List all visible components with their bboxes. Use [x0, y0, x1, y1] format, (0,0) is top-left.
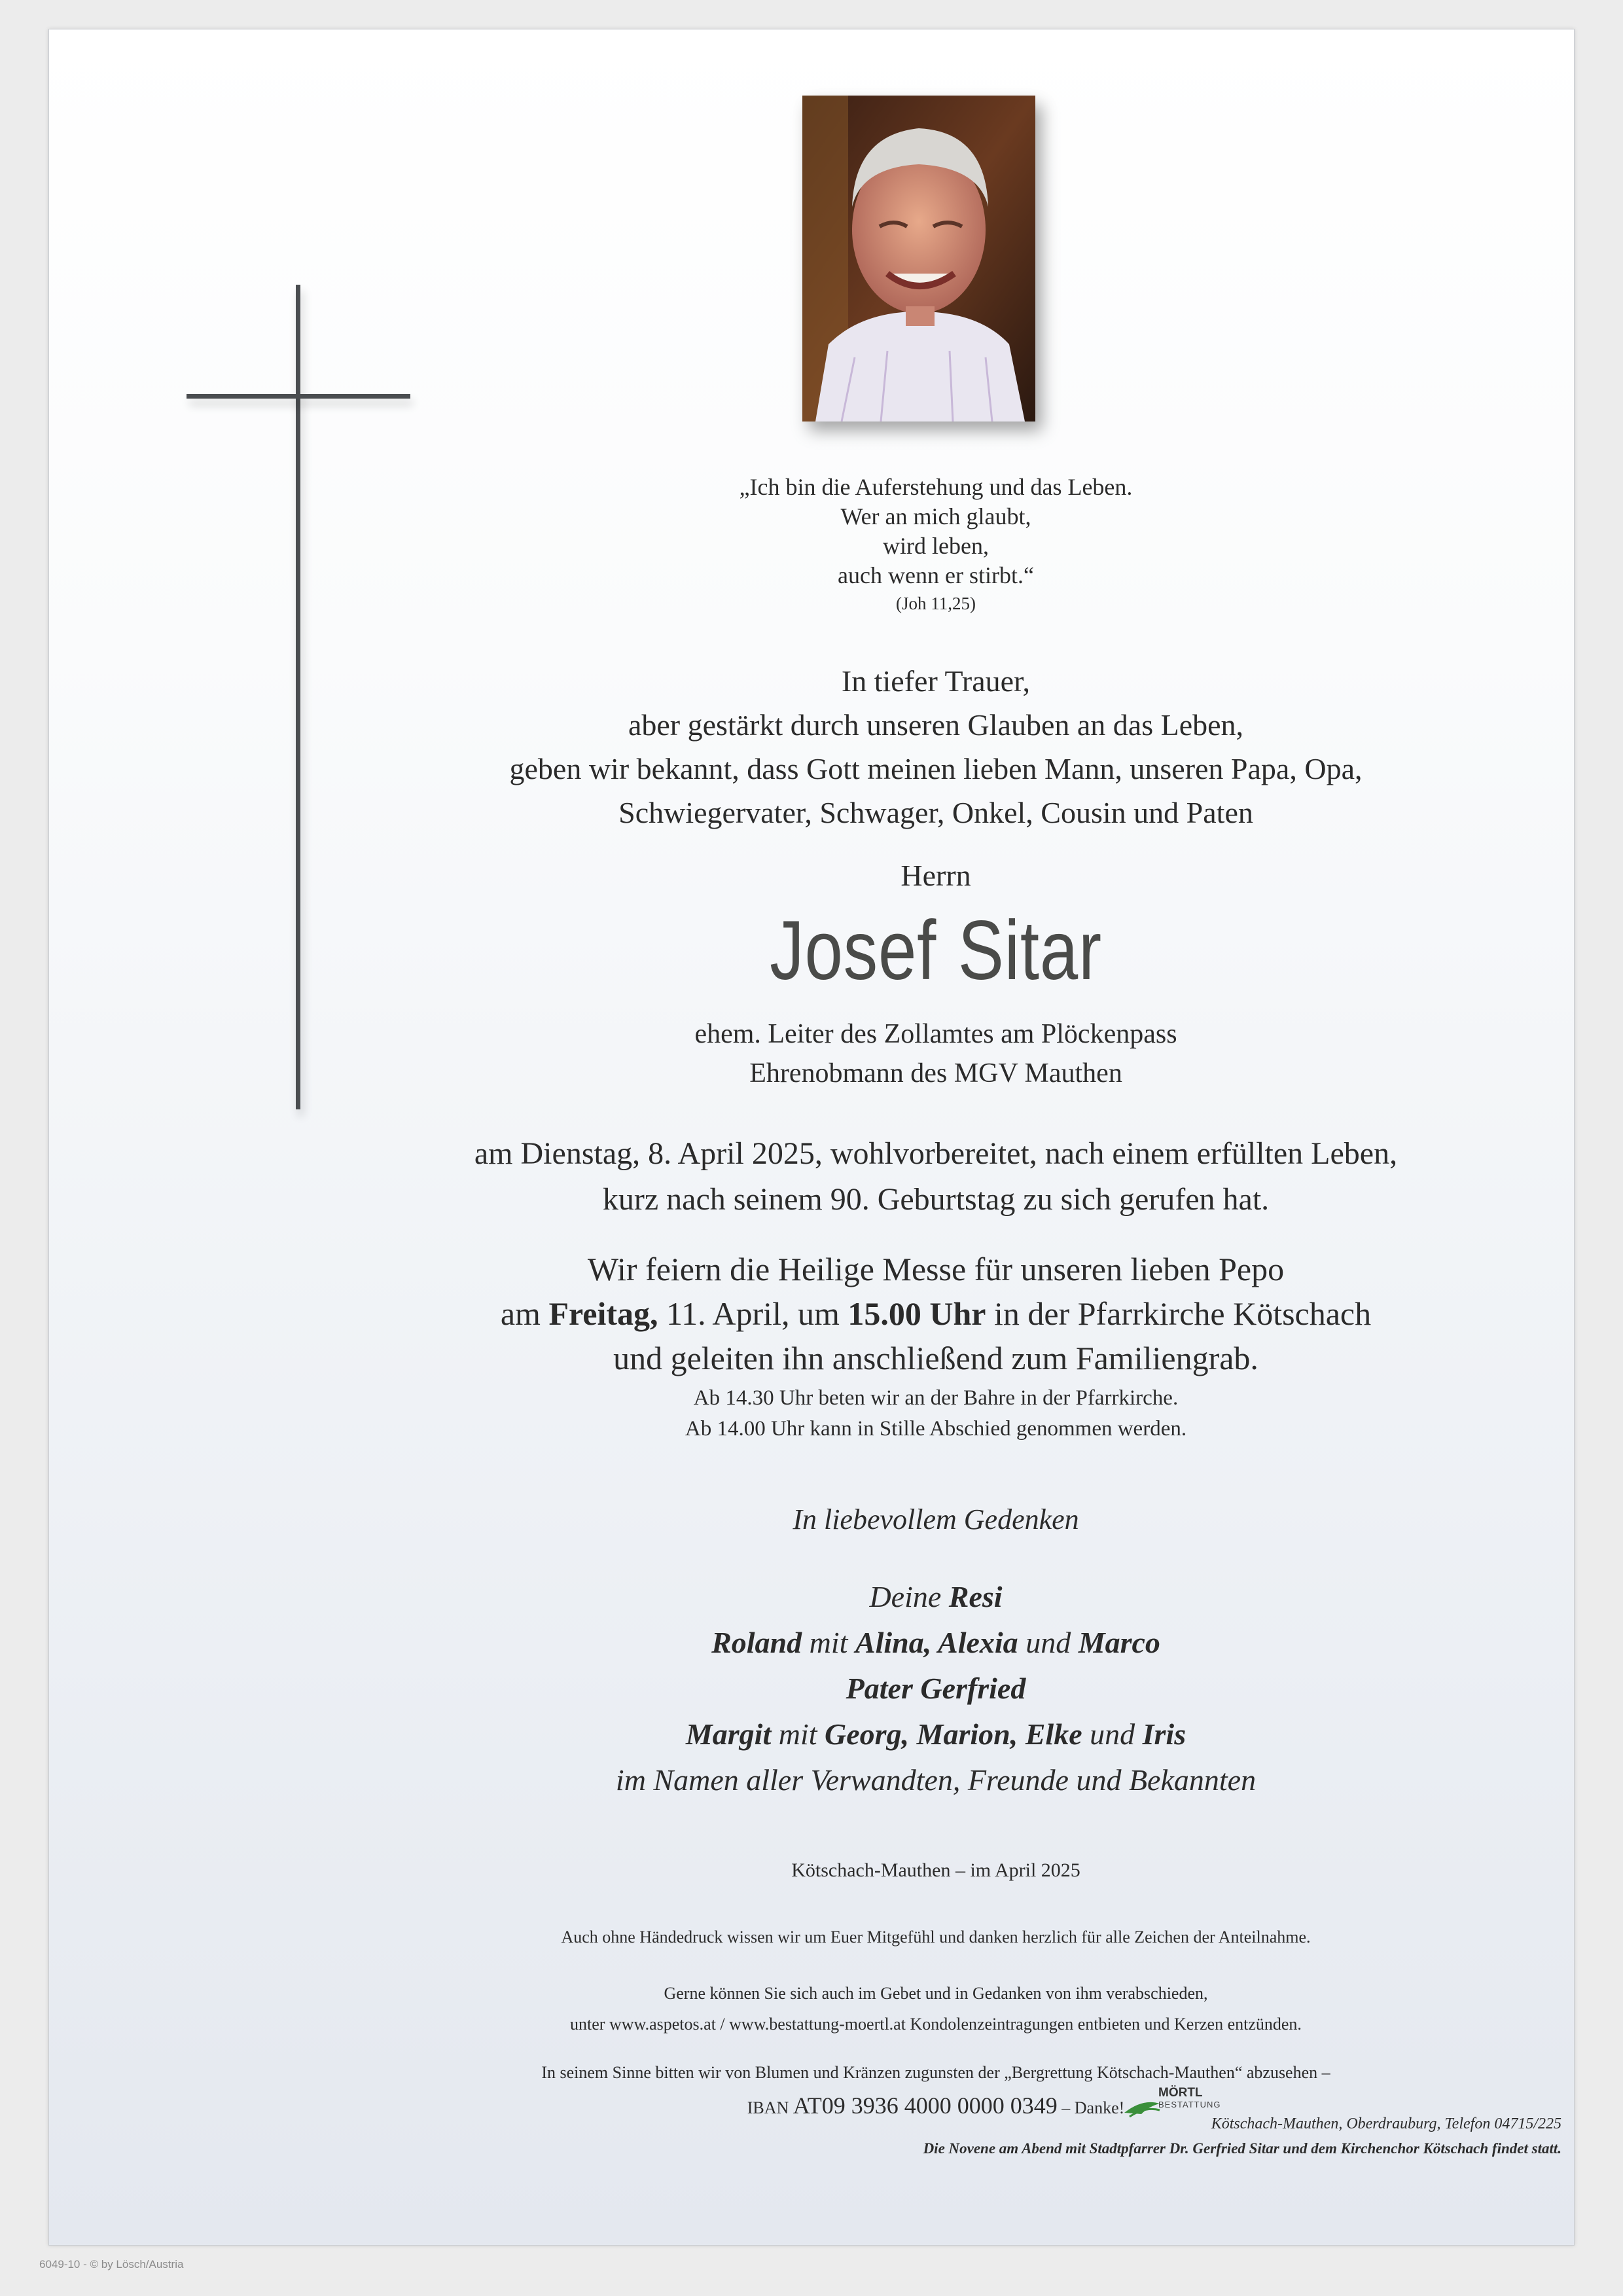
- mourner-line: Margit mit Georg, Marion, Elke und Iris: [685, 1717, 1186, 1751]
- quote-line: Wer an mich glaubt,: [840, 503, 1031, 529]
- service-line: Wir feiern die Heilige Messe für unseren lieben Pepo: [587, 1251, 1285, 1287]
- death-line: kurz nach seinem 90. Geburtstag zu sich gerufen hat.: [602, 1182, 1270, 1217]
- service-details: [314, 1247, 1558, 1380]
- mourner-line: Deine Resi: [869, 1580, 1003, 1613]
- iban-value: AT09 3936 4000 0000 0349: [793, 2092, 1058, 2119]
- service-line: und geleiten ihn anschließend zum Familiengrab.: [613, 1340, 1258, 1376]
- last-name: Sitar: [957, 904, 1102, 997]
- announcement-line: Schwiegervater, Schwager, Onkel, Cousin und Paten: [618, 796, 1253, 829]
- quote-line: wird leben,: [883, 533, 989, 559]
- first-name: Josef: [770, 904, 937, 997]
- service-note: Ab 14.30 Uhr beten wir an der Bahre in der Pfarrkirche.: [693, 1386, 1179, 1410]
- portrait-photo: [802, 96, 1035, 422]
- announcement-text: [314, 659, 1558, 834]
- title-line: Ehrenobmann des MGV Mauthen: [749, 1058, 1122, 1088]
- print-mark: 6049-10 - © by Lösch/Austria: [39, 2258, 184, 2270]
- bible-quote: [314, 473, 1558, 617]
- online-line: unter www.aspetos.at / www.bestattung-moertl.at Kondolenzeintragungen entbieten und Kerzen entzünden.: [570, 2015, 1302, 2034]
- cross-horizontal-beam: [187, 394, 410, 399]
- logo-name: MÖRTL: [1158, 2086, 1203, 2100]
- service-day: Freitag,: [548, 1295, 658, 1332]
- cross-vertical-beam: [296, 285, 300, 1109]
- quote-line: auch wenn er stirbt.“: [838, 562, 1034, 588]
- mourner-line: Pater Gerfried: [846, 1672, 1026, 1705]
- deceased-name: [426, 902, 1446, 1000]
- online-line: Gerne können Sie sich auch im Gebet und in Gedanken von ihm verabschieden,: [664, 1984, 1208, 2003]
- service-notes: [314, 1383, 1558, 1444]
- title-line: ehem. Leiter des Zollamtes am Plöckenpass: [694, 1019, 1177, 1049]
- iban-line: IBAN AT09 3936 4000 0000 0349 – Danke!: [747, 2092, 1125, 2119]
- mourners-heading: In liebevollem Gedenken: [793, 1503, 1079, 1535]
- online-condolence-text: [314, 1978, 1558, 2039]
- salutation: Herrn: [901, 859, 971, 892]
- death-notice: [314, 1131, 1558, 1223]
- service-note: Ab 14.00 Uhr kann in Stille Abschied genommen werden.: [685, 1417, 1187, 1441]
- logo-subtitle: BESTATTUNG: [1158, 2100, 1221, 2109]
- quote-line: „Ich bin die Auferstehung und das Leben.: [739, 474, 1133, 500]
- mourner-line: Roland mit Alina, Alexia und Marco: [711, 1626, 1160, 1659]
- donation-line: In seinem Sinne bitten wir von Blumen und Kränzen zugunsten der „Bergrettung Kötschach-Mauthen“ abzusehen –: [541, 2063, 1330, 2082]
- announcement-line: aber gestärkt durch unseren Glauben an das Leben,: [628, 708, 1244, 742]
- announcement-line: geben wir bekannt, dass Gott meinen lieben Mann, unseren Papa, Opa,: [509, 752, 1363, 785]
- death-line: am Dienstag, 8. April 2025, wohlvorbereitet, nach einem erfüllten Leben,: [474, 1136, 1398, 1171]
- announcement-line: In tiefer Trauer,: [841, 664, 1031, 698]
- quote-reference: (Joh 11,25): [896, 594, 976, 613]
- funeral-home-address: Kötschach-Mauthen, Oberdrauburg, Telefon 04715/225: [1211, 2115, 1561, 2132]
- deceased-titles: [314, 1014, 1558, 1093]
- mourners-list: [314, 1574, 1558, 1803]
- novene-note: Die Novene am Abend mit Stadtpfarrer Dr. Gerfried Sitar und dem Kirchenchor Kötschach findet statt.: [923, 2140, 1561, 2157]
- service-line: am Freitag, 11. April, um 15.00 Uhr in der Pfarrkirche Kötschach: [500, 1295, 1372, 1332]
- thanks-text: Auch ohne Händedruck wissen wir um Euer Mitgefühl und danken herzlich für alle Zeichen der Anteilnahme.: [561, 1928, 1311, 1946]
- mourner-line: im Namen aller Verwandten, Freunde und Bekannten: [615, 1763, 1257, 1797]
- place-date: Kötschach-Mauthen – im April 2025: [791, 1859, 1080, 1881]
- service-time: 15.00 Uhr: [847, 1295, 986, 1332]
